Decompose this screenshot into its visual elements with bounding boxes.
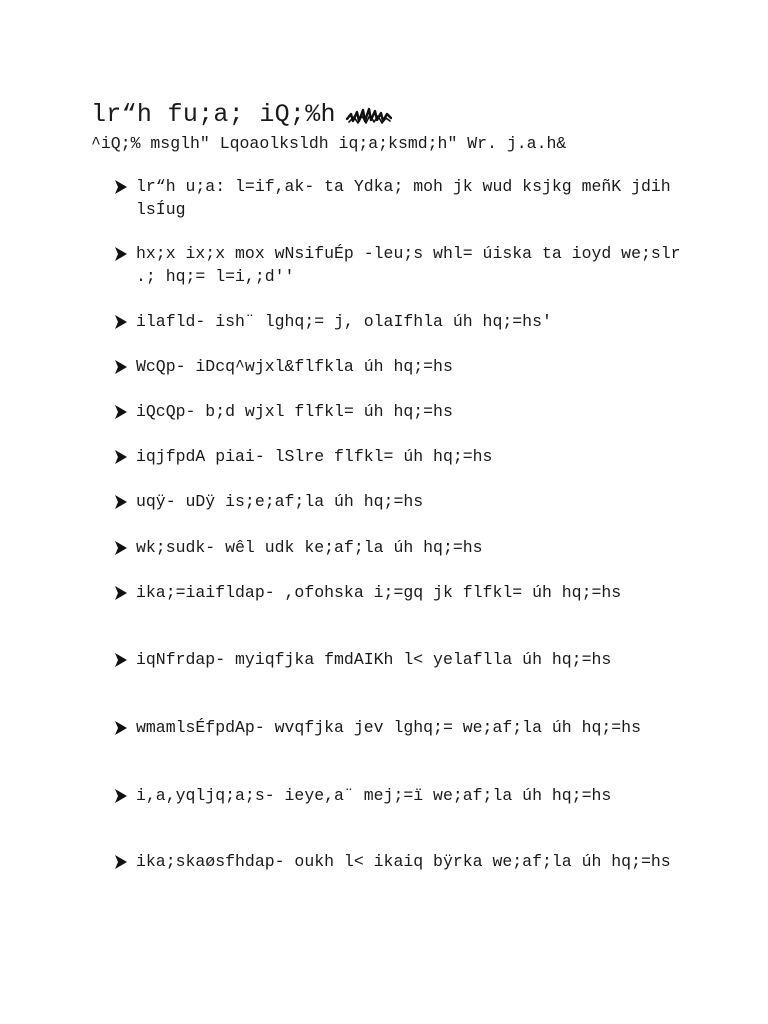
arrow-bullet-icon: [114, 582, 136, 604]
list-item: [114, 491, 694, 514]
list-item-text: iQcQp- b;d wjxl flfkl= úh hq;=hs: [136, 402, 453, 421]
page-subtitle: ^iQ;% msglh" Lqoaolksldh iq;a;ksmd;h" Wr. j.a.h&: [91, 134, 567, 153]
list-item: [114, 785, 694, 808]
arrow-bullet-icon: [114, 446, 136, 468]
list-item-text: ika;=iaifldap- ,ofohska i;=gq jk flfkl= úh hq;=hs: [136, 583, 622, 602]
list-item: [114, 717, 694, 740]
list-item-text: ika;skaøsfhdap- oukh l< ikaiq bÿrka we;af;la úh hq;=hs: [136, 852, 671, 871]
list-item-text: ilafld- ish¨ lghq;= j, olaIfhla úh hq;=hs': [136, 312, 552, 331]
arrow-bullet-icon: [114, 491, 136, 513]
list-item-text: uqÿ- uDÿ is;e;af;la úh hq;=hs: [136, 492, 424, 511]
list-item-text: WcQp- iDcq^wjxl&flfkla úh hq;=hs: [136, 357, 453, 376]
list-item: [114, 446, 694, 469]
arrow-bullet-icon: [114, 243, 136, 265]
list-item: [114, 582, 694, 605]
arrow-bullet-icon: [114, 401, 136, 423]
arrow-bullet-icon: [114, 851, 136, 873]
list-item: [114, 851, 694, 874]
list-item: [114, 311, 694, 334]
list-item: [114, 649, 694, 672]
arrow-bullet-icon: [114, 717, 136, 739]
list-item-text: hx;x ix;x mox wNsifuÉp -leu;s whl= úiska ta ioyd we;slr .; hq;= l=i,;d'': [136, 244, 691, 286]
arrow-bullet-icon: [114, 311, 136, 333]
arrow-bullet-icon: [114, 649, 136, 671]
list-item: [114, 401, 694, 424]
arrow-bullet-icon: [114, 356, 136, 378]
page-title: lr“h fu;a; iQ;%h: [91, 100, 336, 129]
list-item-text: wk;sudk- wêl udk ke;af;la úh hq;=hs: [136, 538, 483, 557]
title-row: [91, 100, 392, 130]
list-item-text: wmamlsÉfpdAp- wvqfjka jev lghq;= we;af;la úh hq;=hs: [136, 718, 641, 737]
list-item: [114, 356, 694, 379]
decorative-flourish-icon: [346, 104, 392, 126]
arrow-bullet-icon: [114, 176, 136, 198]
list-item: [114, 176, 694, 221]
list-item-text: iqjfpdA piai- lSlre flfkl= úh hq;=hs: [136, 447, 493, 466]
list-item-text: iqNfrdap- myiqfjka fmdAIKh l< yelaflla úh hq;=hs: [136, 650, 612, 669]
list-item: [114, 243, 694, 288]
list-item: [114, 537, 694, 560]
arrow-bullet-icon: [114, 785, 136, 807]
arrow-bullet-icon: [114, 537, 136, 559]
list-item-text: lr“h u;a: l=if,ak- ta Ydka; moh jk wud ksjkg meñK jdih lsÍug: [136, 177, 681, 219]
list-item-text: i,a,yqljq;a;s- ieye,a¨ mej;=ï we;af;la úh hq;=hs: [136, 786, 612, 805]
